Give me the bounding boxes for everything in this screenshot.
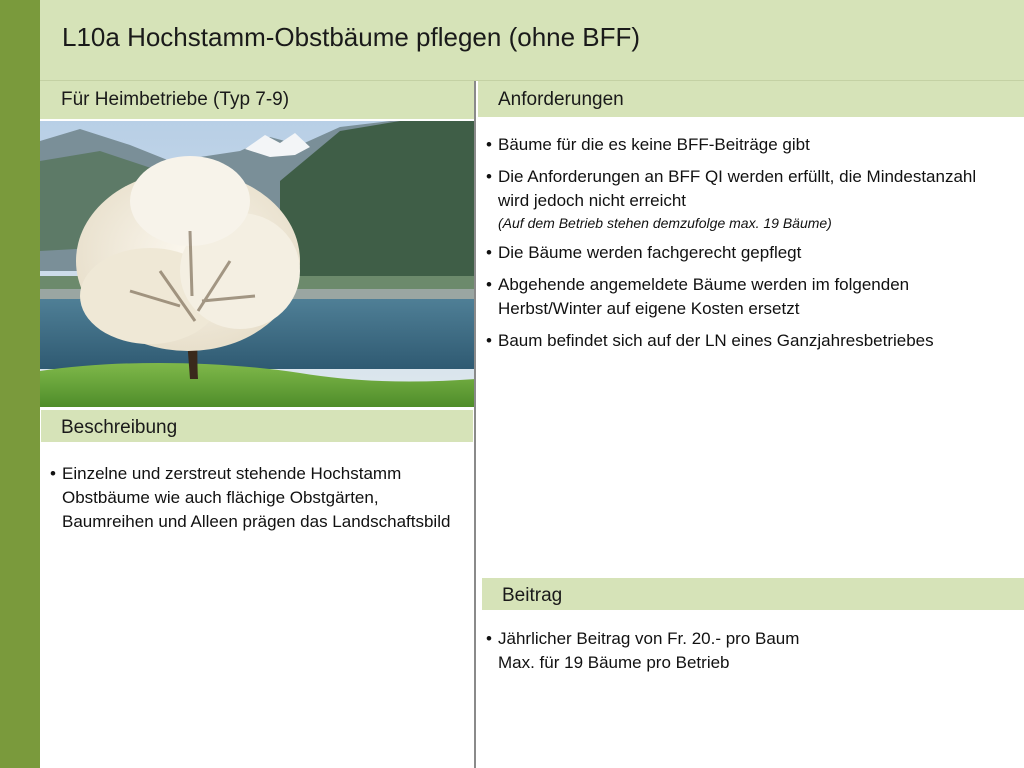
requirement-bullet: • Bäume für die es keine BFF-Beiträge gibt [486, 133, 996, 157]
requirement-note: (Auf dem Betrieb stehen demzufolge max. 19 Bäume) [498, 215, 832, 231]
contribution-line-1: Jährlicher Beitrag von Fr. 20.- pro Baum [498, 629, 800, 648]
description-bullet: • Einzelne und zerstreut stehende Hochstamm Obstbäume wie auch flächige Obstgärten, Baumreihen und Alleen prägen das Landschaftsbild [50, 462, 460, 534]
description-list [50, 462, 460, 542]
contribution-heading: Beitrag [482, 578, 1024, 610]
contribution-line-2: Max. für 19 Bäume pro Betrieb [498, 653, 730, 672]
requirements-heading: Anforderungen [478, 81, 1024, 117]
requirement-bullet: • Die Anforderungen an BFF QI werden erfüllt, die Mindestanzahl wird jedoch nicht erreicht (Auf dem Betrieb stehen demzufolge max. 19 Bäume) [486, 165, 996, 233]
requirement-bullet: • Die Bäume werden fachgerecht gepflegt [486, 241, 996, 265]
contribution-bullet [486, 627, 996, 675]
contribution-list [486, 627, 996, 683]
sidebar-accent-bar [0, 0, 40, 768]
heimbetriebe-heading: Für Heimbetriebe (Typ 7-9) [40, 81, 474, 119]
blossoming-tree-photo [40, 121, 476, 407]
requirement-bullet: • Abgehende angemeldete Bäume werden im folgenden Herbst/Winter auf eigene Kosten ersetzt [486, 273, 996, 321]
description-heading: Beschreibung [41, 410, 473, 442]
column-divider [474, 81, 476, 768]
page-title: L10a Hochstamm-Obstbäume pflegen (ohne BFF) [62, 22, 641, 52]
requirement-bullet: • Baum befindet sich auf der LN eines Ganzjahresbetriebes [486, 329, 996, 353]
requirements-list [486, 133, 996, 361]
